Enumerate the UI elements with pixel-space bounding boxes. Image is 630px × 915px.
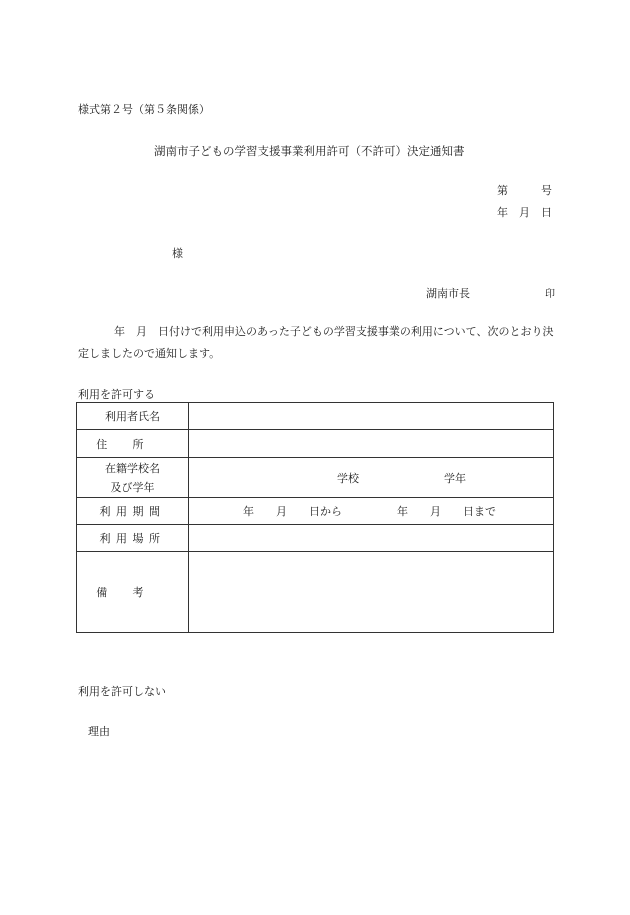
- notice-body: 年 月 日付けで利用申込のあった子どもの学習支援事業の利用について、次のとおり決定しましたので通知します。: [78, 325, 554, 360]
- seal-mark: 印: [545, 289, 555, 300]
- deny-heading: 利用を許可しない: [78, 685, 166, 698]
- document-number: 第 号: [497, 184, 552, 197]
- school-label-line2: 及び学年: [110, 480, 155, 494]
- school-label-line1: 在籍学校名: [105, 461, 160, 475]
- school-suffix: 学校: [337, 471, 359, 485]
- form-number-label: 様式第２号（第５条関係）: [78, 103, 210, 116]
- period-value: [189, 498, 554, 525]
- school-label: [77, 458, 189, 498]
- address-value: [189, 430, 554, 458]
- table-row: [77, 525, 554, 552]
- document-title: 湖南市子どもの学習支援事業利用許可（不許可）決定通知書: [154, 144, 465, 158]
- place-value: [189, 525, 554, 552]
- user-name-value: [189, 403, 554, 430]
- address-label: 住所: [77, 430, 189, 458]
- school-value: [189, 458, 554, 498]
- place-label: 利用場所: [77, 525, 189, 552]
- table-row: [77, 430, 554, 458]
- permit-details-table: [76, 402, 554, 633]
- user-name-label: 利用者氏名: [77, 403, 189, 430]
- grade-suffix: 学年: [444, 471, 466, 485]
- table-row: [77, 552, 554, 633]
- remarks-label: 備考: [77, 552, 189, 633]
- remarks-value: [189, 552, 554, 633]
- addressee-honorific: 様: [172, 247, 183, 260]
- period-label: 利用期間: [77, 498, 189, 525]
- reason-label: 理由: [88, 725, 110, 738]
- permit-heading: 利用を許可する: [78, 388, 155, 401]
- table-row: [77, 458, 554, 498]
- period-end: 年 月 日まで: [397, 505, 496, 518]
- table-row: [77, 498, 554, 525]
- period-start: 年 月 日から: [243, 505, 342, 518]
- document-date: 年 月 日: [497, 206, 552, 219]
- issuer-name: 湖南市長: [426, 287, 470, 300]
- table-row: [77, 403, 554, 430]
